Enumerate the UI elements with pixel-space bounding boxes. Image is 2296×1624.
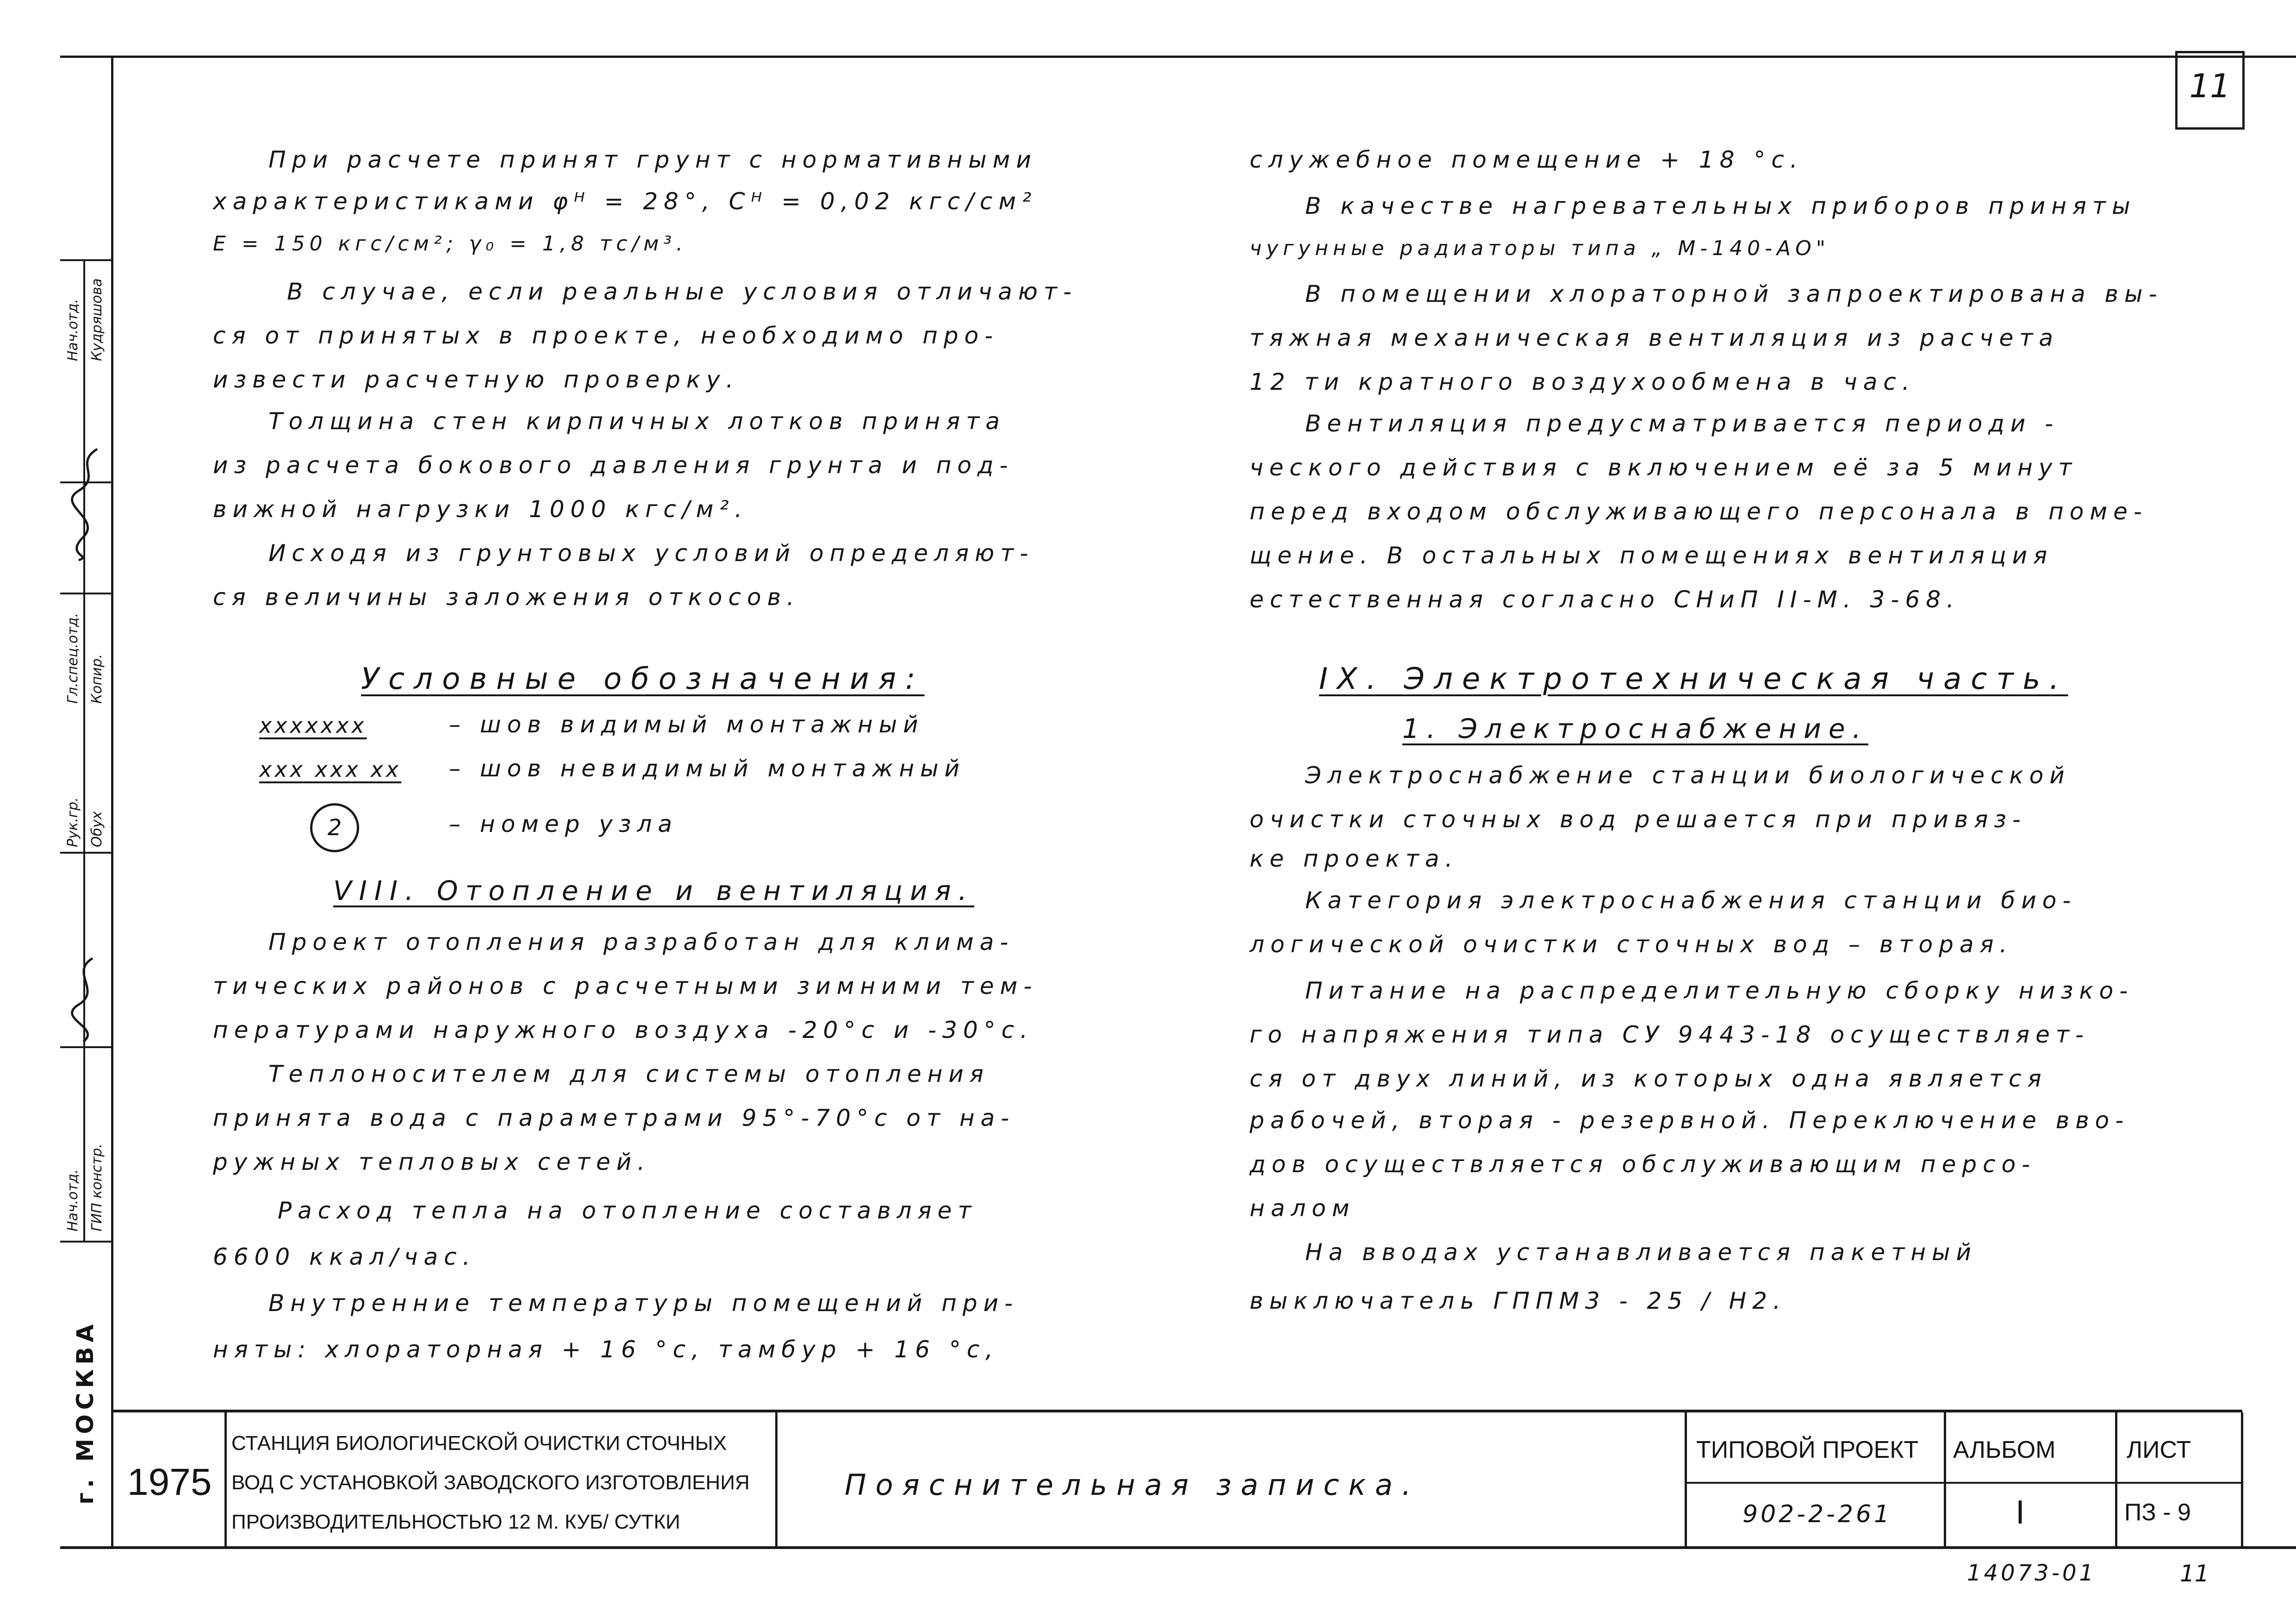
paragraph-line: налом bbox=[1250, 1195, 1356, 1222]
city-label: г. МОСКВА bbox=[72, 1319, 99, 1505]
description-line: СТАНЦИЯ БИОЛОГИЧЕСКОЙ ОЧИСТКИ СТОЧНЫХ bbox=[231, 1432, 727, 1455]
side-stamp-role: Рук.гр. bbox=[65, 797, 81, 847]
paragraph-line: ся от двух линий, из которых одна является bbox=[1250, 1065, 2047, 1092]
paragraph-line: Теплоносителем для системы отопления bbox=[268, 1061, 989, 1087]
legend-text: – шов видимый монтажный bbox=[449, 711, 924, 738]
paragraph-line: Электроснабжение станции биологической bbox=[1305, 762, 2071, 789]
description-line: ВОД С УСТАНОВКОЙ ЗАВОДСКОГО ИЗГОТОВЛЕНИЯ bbox=[231, 1471, 750, 1494]
album-value: I bbox=[2016, 1494, 2025, 1531]
section-subtitle: 1. Электроснабжение. bbox=[1402, 713, 1868, 744]
title-block-row-line bbox=[1685, 1482, 2242, 1484]
paragraph-line: извести расчетную проверку. bbox=[213, 366, 740, 393]
side-stamp-role: Нач.отд. bbox=[65, 299, 81, 361]
frame-left-line bbox=[111, 56, 113, 1549]
paragraph-line: няты: хлораторная + 16 °с, тамбур + 16 °с, bbox=[213, 1336, 999, 1363]
paragraph-line: В случае, если реальные условия отличают- bbox=[287, 278, 1078, 305]
paragraph-line: выключатель ГППМ3 - 25 / Н2. bbox=[1250, 1287, 1786, 1314]
paragraph-line: чугунные радиаторы типа „ М-140-АО" bbox=[1250, 237, 1830, 260]
paragraph-line: При расчете принят грунт с нормативными bbox=[268, 146, 1037, 173]
legend-symbol-hidden-seam: ххх ххх хх bbox=[259, 757, 402, 782]
section-title: IX. Электротехническая часть. bbox=[1319, 662, 2068, 696]
footer-page: 11 bbox=[2180, 1560, 2209, 1587]
document-title: Пояснительная записка. bbox=[845, 1468, 1420, 1502]
paragraph-line: естественная согласно СНиП II-М. 3-68. bbox=[1250, 586, 1960, 613]
side-stamp-row-line bbox=[60, 259, 111, 261]
paragraph-line: служебное помещение + 18 °с. bbox=[1250, 146, 1804, 173]
paragraph-line: ся величины заложения откосов. bbox=[213, 584, 800, 611]
title-block-divider bbox=[775, 1412, 778, 1549]
signature bbox=[65, 954, 106, 1046]
legend-text: – шов невидимый монтажный bbox=[449, 755, 966, 782]
legend-title: Условные обозначения: bbox=[361, 662, 925, 696]
paragraph-line: Категория электроснабжения станции био- bbox=[1305, 887, 2077, 914]
side-stamp-name: Кудряшова bbox=[89, 278, 105, 361]
title-block-divider bbox=[1944, 1412, 1946, 1549]
section-title: VIII. Отопление и вентиляция. bbox=[333, 875, 975, 906]
paragraph-line: характеристиками φᴴ = 28°, Cᴴ = 0,02 кгс/см² bbox=[213, 188, 1038, 215]
paragraph-line: щение. В остальных помещениях вентиляция bbox=[1250, 542, 2053, 569]
side-stamp-divider bbox=[83, 259, 85, 1241]
paragraph-line: ружных тепловых сетей. bbox=[213, 1149, 651, 1175]
paragraph-line: рабочей, вторая - резервной. Переключение вво- bbox=[1250, 1107, 2130, 1134]
side-stamp-name: Обух bbox=[89, 811, 105, 847]
paragraph-line: Исходя из грунтовых условий определяют- bbox=[268, 540, 1034, 567]
node-number: 2 bbox=[327, 815, 342, 841]
title-block-divider bbox=[2115, 1412, 2117, 1549]
paragraph-line: пературами наружного воздуха -20°с и -30°с. bbox=[213, 1017, 1034, 1043]
paragraph-line: Проект отопления разработан для клима- bbox=[268, 929, 1014, 956]
paragraph-line: В качестве нагревательных приборов приняты bbox=[1305, 193, 2136, 219]
paragraph-line: Внутренние температуры помещений при- bbox=[268, 1290, 1019, 1317]
paragraph-line: В помещении хлораторной запроектирована вы- bbox=[1305, 281, 2163, 307]
sheet-label: ЛИСТ bbox=[2127, 1437, 2191, 1463]
paragraph-line: На вводах устанавливается пакетный bbox=[1305, 1239, 1977, 1266]
title-block-divider bbox=[2241, 1412, 2243, 1549]
side-stamp-row-line bbox=[60, 593, 111, 594]
year: 1975 bbox=[127, 1461, 212, 1503]
title-block-divider bbox=[224, 1412, 227, 1549]
node-number-circle bbox=[310, 803, 359, 852]
paragraph-line: принята вода с параметрами 95°-70°с от на- bbox=[213, 1105, 1015, 1131]
paragraph-line: очистки сточных вод решается при привяз- bbox=[1250, 806, 2027, 833]
paragraph-line: Толщина стен кирпичных лотков принята bbox=[268, 408, 1006, 435]
project-number: 902-2-261 bbox=[1742, 1500, 1892, 1528]
description-line: ПРОИЗВОДИТЕЛЬНОСТЬЮ 12 М. КУБ/ СУТКИ bbox=[231, 1511, 680, 1533]
signature bbox=[65, 444, 106, 565]
paragraph-line: вижной нагрузки 1000 кгс/м². bbox=[213, 496, 748, 523]
album-label: АЛЬБОМ bbox=[1953, 1437, 2056, 1463]
side-stamp-name: Копир. bbox=[89, 654, 105, 704]
side-stamp-row-line bbox=[60, 852, 111, 854]
paragraph-line: ся от принятых в проекте, необходимо про- bbox=[213, 322, 999, 349]
paragraph-line: го напряжения типа СУ 9443-18 осуществляет- bbox=[1250, 1021, 2090, 1048]
legend-text: – номер узла bbox=[449, 811, 678, 837]
side-stamp-role: ГИП констр. bbox=[89, 1143, 105, 1231]
paragraph-line: дов осуществляется обслуживающим персо- bbox=[1250, 1151, 2036, 1178]
legend-symbol-visible-seam: ххххххх bbox=[259, 713, 367, 738]
side-stamp-row-line bbox=[60, 1241, 111, 1243]
paragraph-line: Расход тепла на отопление составляет bbox=[278, 1197, 977, 1224]
sheet-corner-number: 11 bbox=[2189, 67, 2231, 105]
title-block-divider bbox=[1685, 1412, 1687, 1549]
paragraph-line: тических районов с расчетными зимними тем- bbox=[213, 973, 1038, 999]
sheet-value: ПЗ - 9 bbox=[2124, 1499, 2191, 1526]
paragraph-line: 6600 ккал/час. bbox=[213, 1243, 476, 1270]
frame-top-line bbox=[60, 56, 2296, 58]
sheet-corner-box bbox=[2175, 51, 2245, 130]
project-label: ТИПОВОЙ ПРОЕКТ bbox=[1696, 1437, 1919, 1463]
paragraph-line: 12 ти кратного воздухообмена в час. bbox=[1250, 369, 1916, 395]
side-stamp-role: Гл.спец.отд. bbox=[65, 612, 81, 704]
paragraph-line: тяжная механическая вентиляция из расчета bbox=[1250, 325, 2060, 351]
paragraph-line: Вентиляция предусматривается периоди - bbox=[1305, 410, 2060, 437]
paragraph-line: логической очистки сточных вод – вторая. bbox=[1250, 931, 2013, 958]
title-block bbox=[113, 1410, 2242, 1549]
side-stamp-row-line bbox=[60, 1046, 111, 1048]
inventory-number: 14073-01 bbox=[1967, 1560, 2097, 1586]
paragraph-line: Питание на распределительную сборку низко- bbox=[1305, 977, 2134, 1004]
paragraph-line: из расчета бокового давления грунта и под- bbox=[213, 452, 1014, 479]
paragraph-line: ке проекта. bbox=[1250, 845, 1459, 872]
paragraph-line: перед входом обслуживающего персонала в поме- bbox=[1250, 498, 2148, 525]
paragraph-line: E = 150 кгс/см²; γ₀ = 1,8 тс/м³. bbox=[213, 232, 688, 256]
side-stamp-role: Нач.отд. bbox=[65, 1169, 81, 1231]
paragraph-line: ческого действия с включением её за 5 минут bbox=[1250, 454, 2078, 481]
